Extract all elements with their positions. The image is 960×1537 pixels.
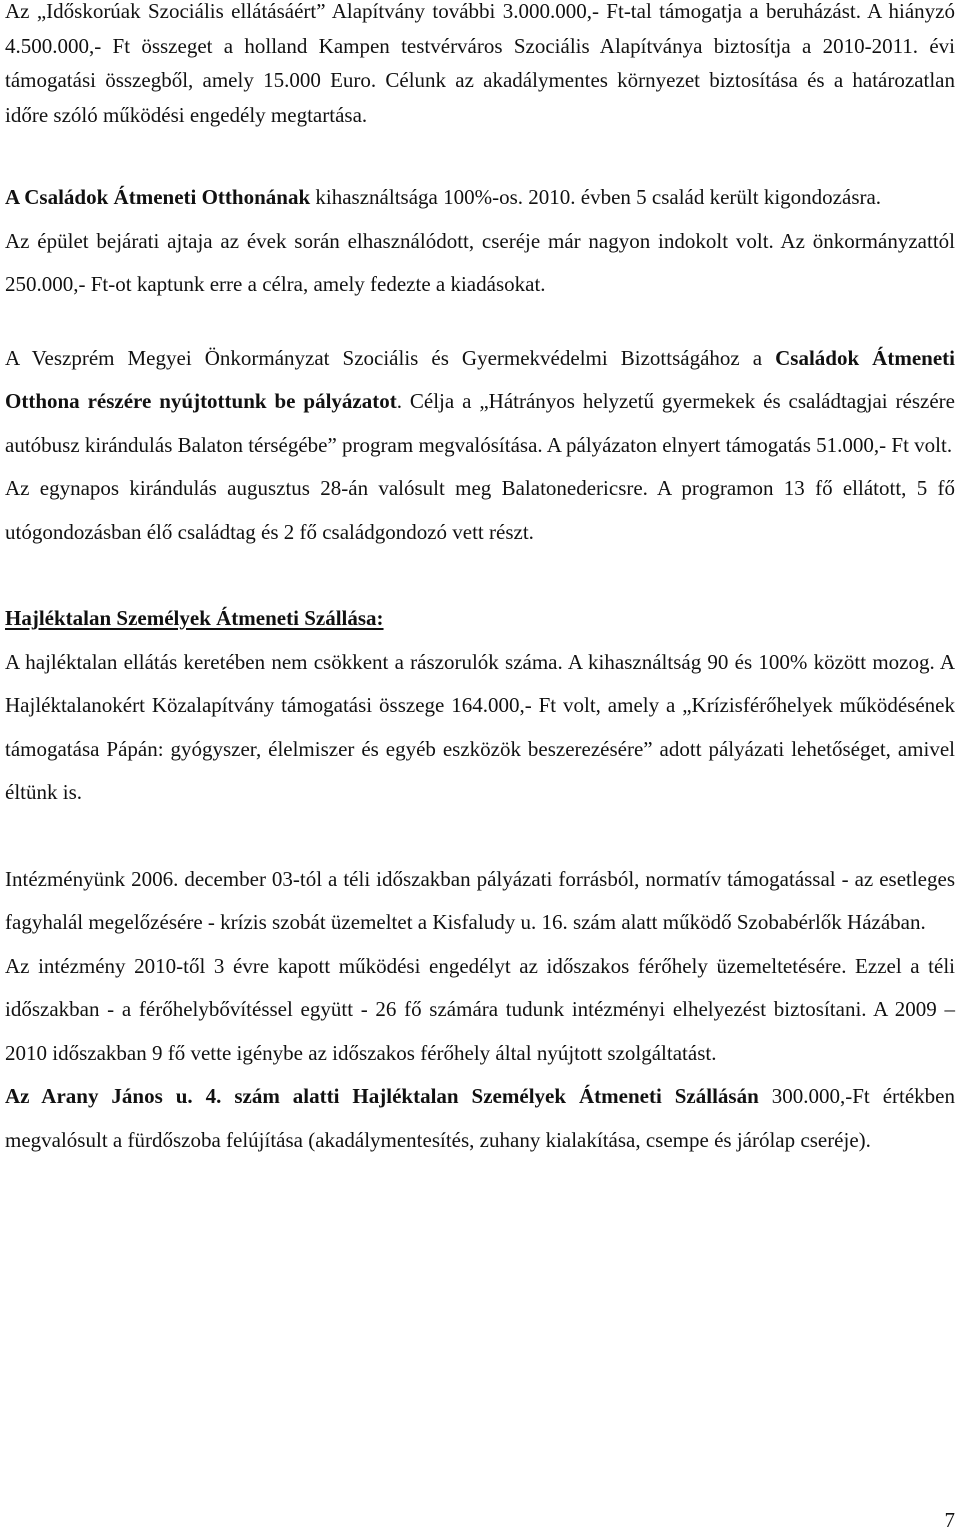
paragraph-text: Intézményünk 2006. december 03-tól a téli időszakban pályázati forrásból, normatív támogatással - az esetleges fagyhalál megelőzésére - krízis szobát üzemeltet a Kisfaludy u. 16. szám alatt működő Szobabérlők Házában. <box>5 866 955 934</box>
paragraph-text: kihasználtsága 100%-os. 2010. évben 5 család került kigondozásra. <box>310 185 882 209</box>
paragraph-grant-application <box>5 337 955 468</box>
paragraph-crisis-room <box>5 858 955 945</box>
document-page <box>5 0 955 1162</box>
bold-application-target: Családok Átmeneti Otthona részére nyújtottunk be pályázatot <box>5 345 955 413</box>
paragraph-family-home-occupancy <box>5 176 955 220</box>
paragraph-text: A Veszprém Megyei Önkormányzat Szociális és Gyermekvédelmi Bizottságához a <box>5 345 776 370</box>
paragraph-bathroom-renovation <box>5 1075 955 1162</box>
paragraph-excursion <box>5 467 955 554</box>
page-number: 7 <box>944 1508 955 1532</box>
heading-homeless-shelter: Hajléktalan Személyek Átmeneti Szállása: <box>5 606 384 630</box>
paragraph-text: 300.000,-Ft értékben megvalósult a fürdőszoba felújítása (akadálymentesítés, zuhany kialakítása, csempe és járólap cseréje). <box>5 1084 956 1152</box>
paragraph-text: A hajléktalan ellátás keretében nem csökkent a rászorulók száma. A kihasználtság 90 és 100% között mozog. A Hajléktalanokért Közalapítvány támogatási összege 164.000,- Ft volt, amely a „Krízisférőhelyek működésének támogatása Pápán: gyógyszer, élelmiszer és egyéb eszközök beszerezésére” adott pályázati lehetőséget, amivel éltünk is. <box>5 649 955 804</box>
section-heading <box>5 597 955 641</box>
paragraph-text: Az „Időskorúak Szociális ellátásáért” Alapítvány további 3.000.000,- Ft-tal támogatja a beruházást. A hiányzó 4.500.000,- Ft összeget a holland Kampen testvérváros Szociális Alapítványa biztosítja a 2010-2011. évi támogatási összegből, amely 15.000 Euro. Célunk az akadálymentes környezet biztosítása és a határozatlan időre szóló működési engedély megtartása. <box>5 0 955 127</box>
bold-shelter-address: Az Arany János u. 4. szám alatti Hajléktalan Személyek Átmeneti Szállásán <box>5 1084 759 1108</box>
paragraph-foundation-funding <box>5 0 955 132</box>
paragraph-text: Az intézmény 2010-től 3 évre kapott működési engedélyt az időszakos férőhely üzemeltetésére. Ezzel a téli időszakban - a férőhelybővítéssel együtt - 26 fő számára tudunk intézményi elhelyezést biztosítani. A 2009 – 2010 időszakban 9 fő vette igénybe az időszakos férőhely által nyújtott szolgáltatást. <box>5 953 955 1065</box>
paragraph-text: Az egynapos kirándulás augusztus 28-án valósult meg Balatonedericsre. A programon 13 fő ellátott, 5 fő utógondozásban élő családtag és 2 fő családgondozó vett részt. <box>5 476 955 544</box>
paragraph-homeless-care <box>5 641 955 815</box>
paragraph-text: Az épület bejárati ajtaja az évek során elhasználódott, cseréje már nagyon indokolt volt. Az önkormányzattól 250.000,- Ft-ot kaptunk erre a célra, amely fedezte a kiadásokat. <box>5 228 955 296</box>
paragraph-text: . Célja a „Hátrányos helyzetű gyermekek és családtagjai részére autóbusz kirándulás Balaton térségébe” program megvalósítása. A pályázaton elnyert támogatás 51.000,- Ft volt. <box>5 389 955 457</box>
paragraph-door-replacement <box>5 220 955 307</box>
bold-family-home-title: A Családok Átmeneti Otthonának <box>5 185 311 209</box>
paragraph-operating-license <box>5 945 955 1076</box>
